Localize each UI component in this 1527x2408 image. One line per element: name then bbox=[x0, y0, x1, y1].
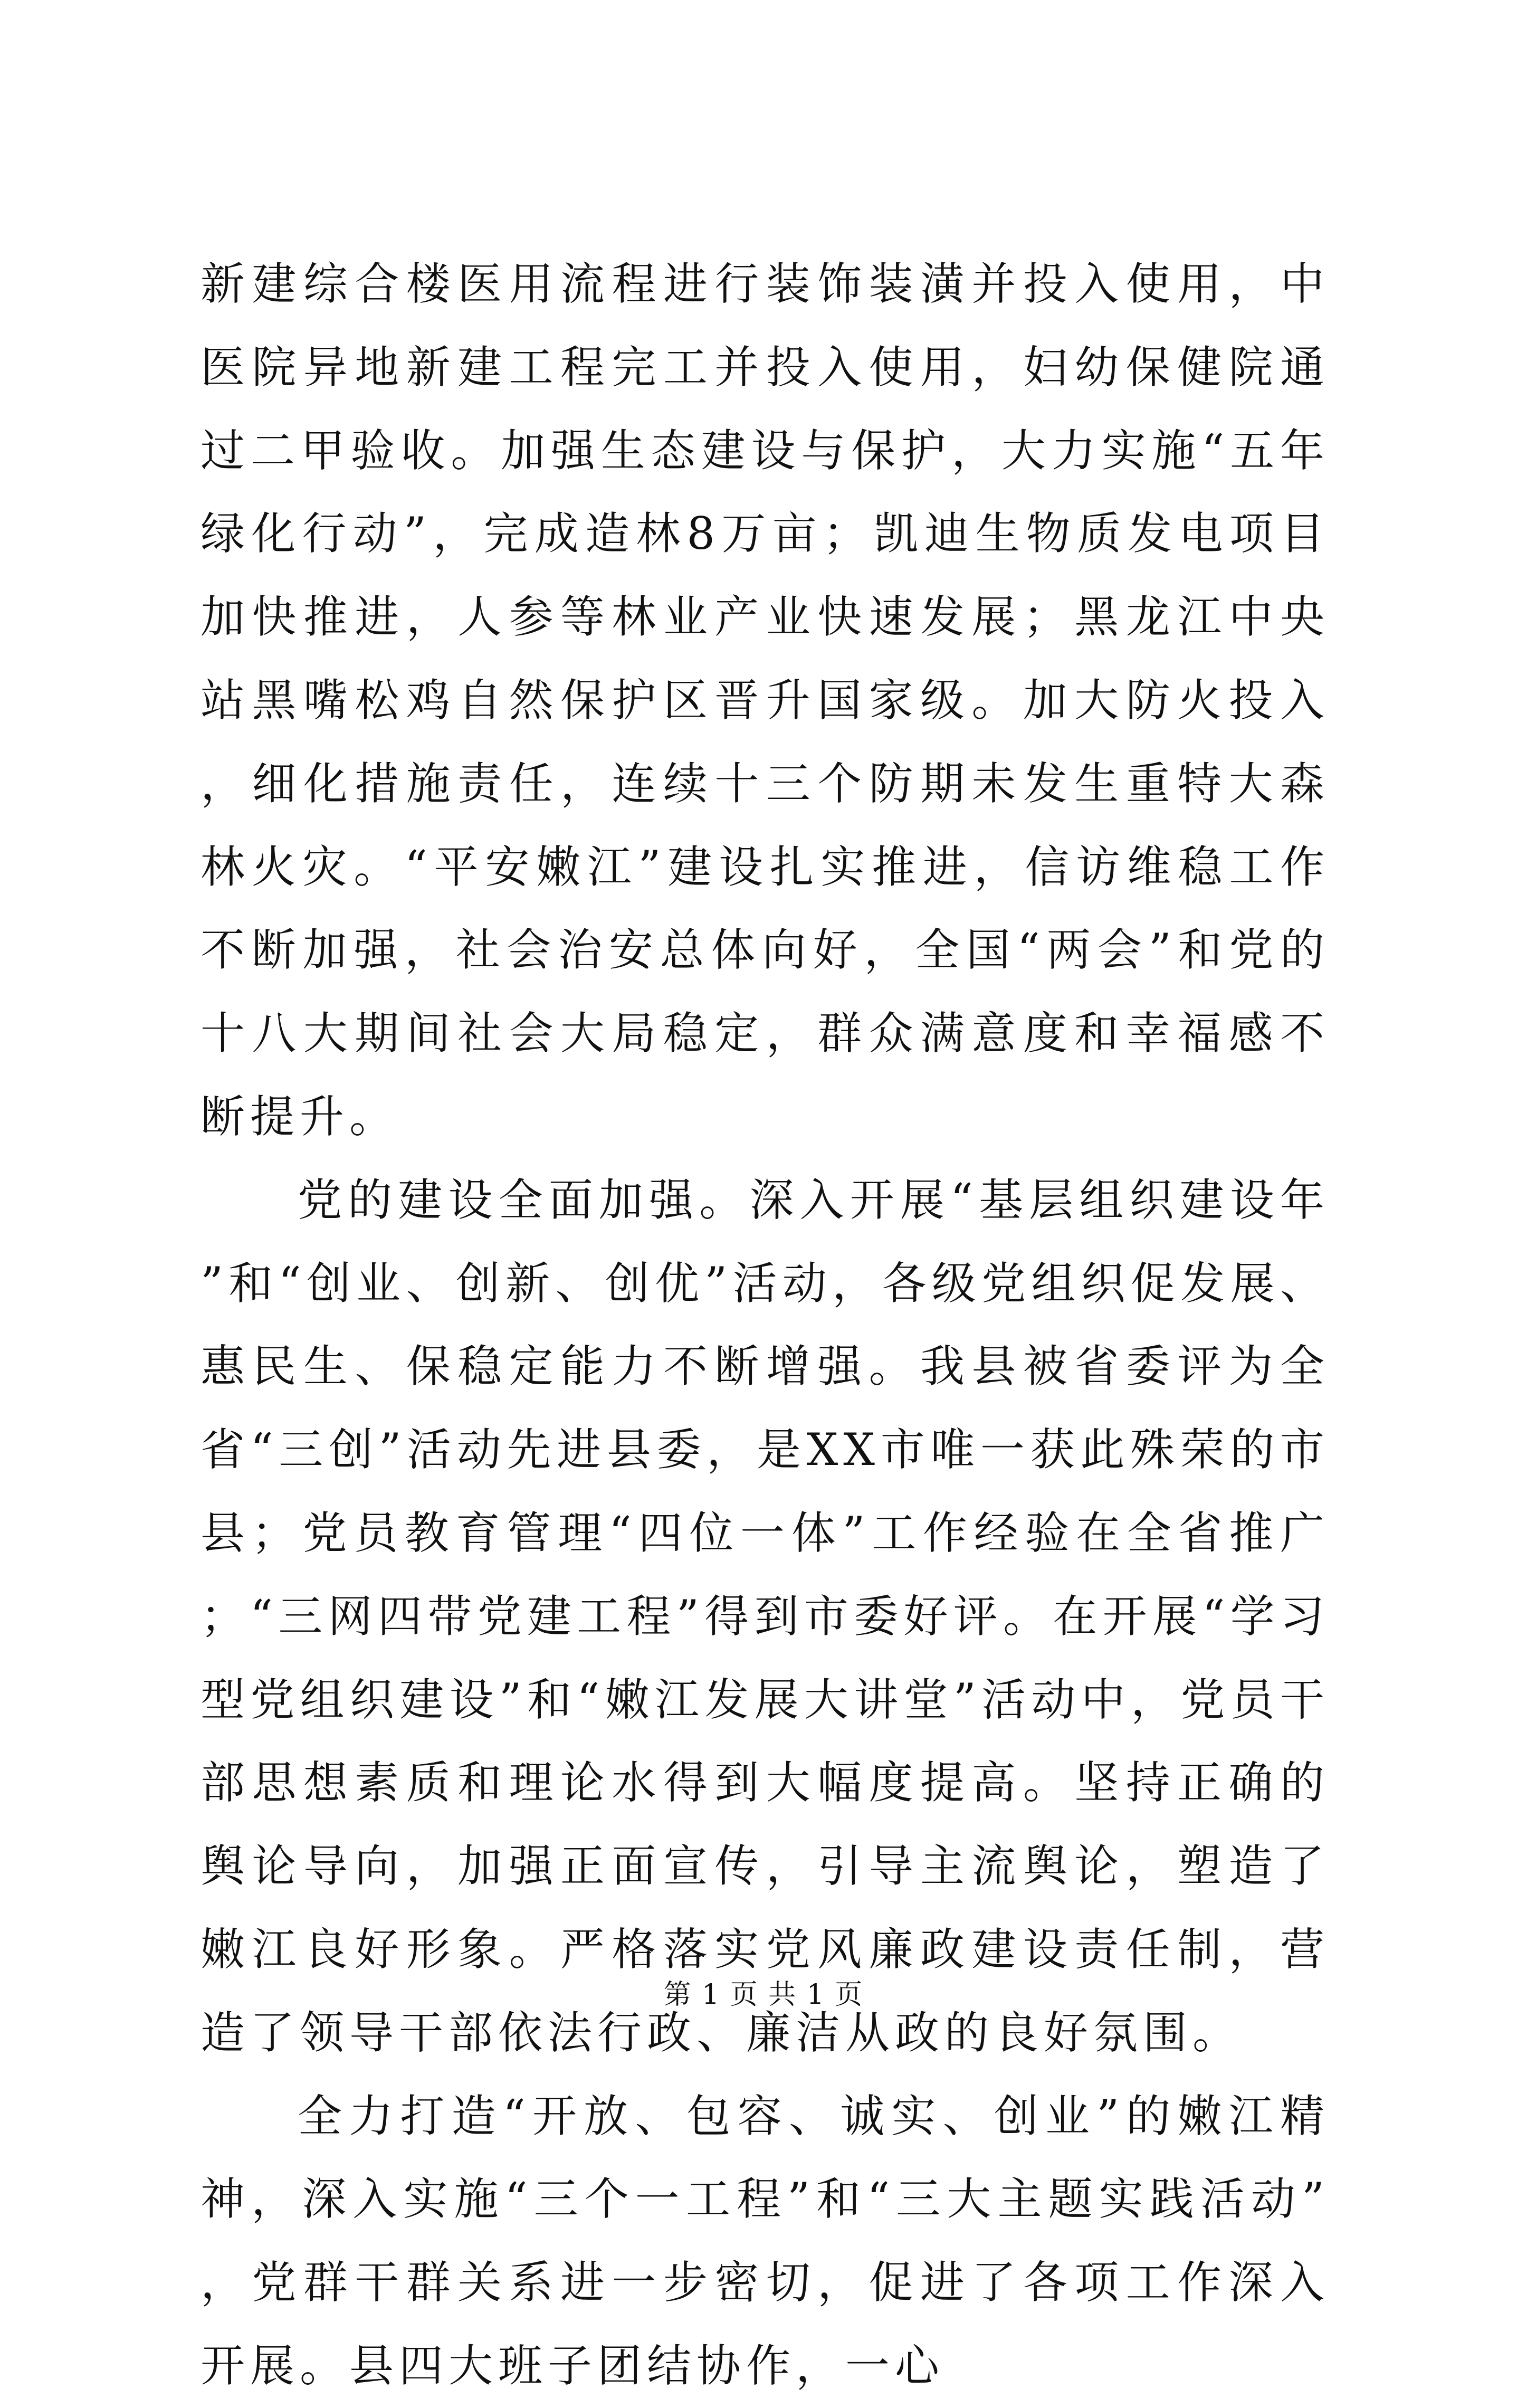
paragraph-1: 新建综合楼医用流程进行装饰装潢并投入使用，中医院异地新建工程完工并投入使用，妇幼保健院通过二甲验收。加强生态建设与保护，大力实施“五年绿化行动”，完成造林8万亩；凯迪生物质发电项目加快推进，人参等林业产业快速发展；黑龙江中央站黑嘴松鸡自然保护区晋升国家级。加大防火投入，细化措施责任，连续十三个防期未发生重特大森林火灾。“平安嫩江”建设扎实推进，信访维稳工作不断加强，社会治安总体向好，全国“两会”和党的十八大期间社会大局稳定，群众满意度和幸福感不断提升。 bbox=[201, 258, 1330, 1143]
paragraph-3: 全力打造“开放、包容、诚实、创业”的嫩江精神，深入实施“三个一工程”和“三大主题实践活动”，党群干群关系进一步密切，促进了各项工作深入开展。县四大班子团结协作，一心 bbox=[201, 2090, 1330, 2392]
page-footer: 第 1 页 共 1 页 bbox=[663, 1979, 864, 2011]
document-body bbox=[201, 243, 1330, 2408]
paragraph-2: 党的建设全面加强。深入开展“基层组织建设年”和“创业、创新、创优”活动，各级党组织促发展、惠民生、保稳定能力不断增强。我县被省委评为全省“三创”活动先进县委，是XX市唯一获此殊荣的市县；党员教育管理“四位一体”工作经验在全省推广；“三网四带党建工程”得到市委好评。在开展“学习型党组织建设”和“嫩江发展大讲堂”活动中，党员干部思想素质和理论水得到大幅度提高。坚持正确的舆论导向，加强正面宣传，引导主流舆论，塑造了嫩江良好形象。严格落实党风廉政建设责任制，营造了领导干部依法行政、廉洁从政的良好氛围。 bbox=[201, 1174, 1330, 2059]
